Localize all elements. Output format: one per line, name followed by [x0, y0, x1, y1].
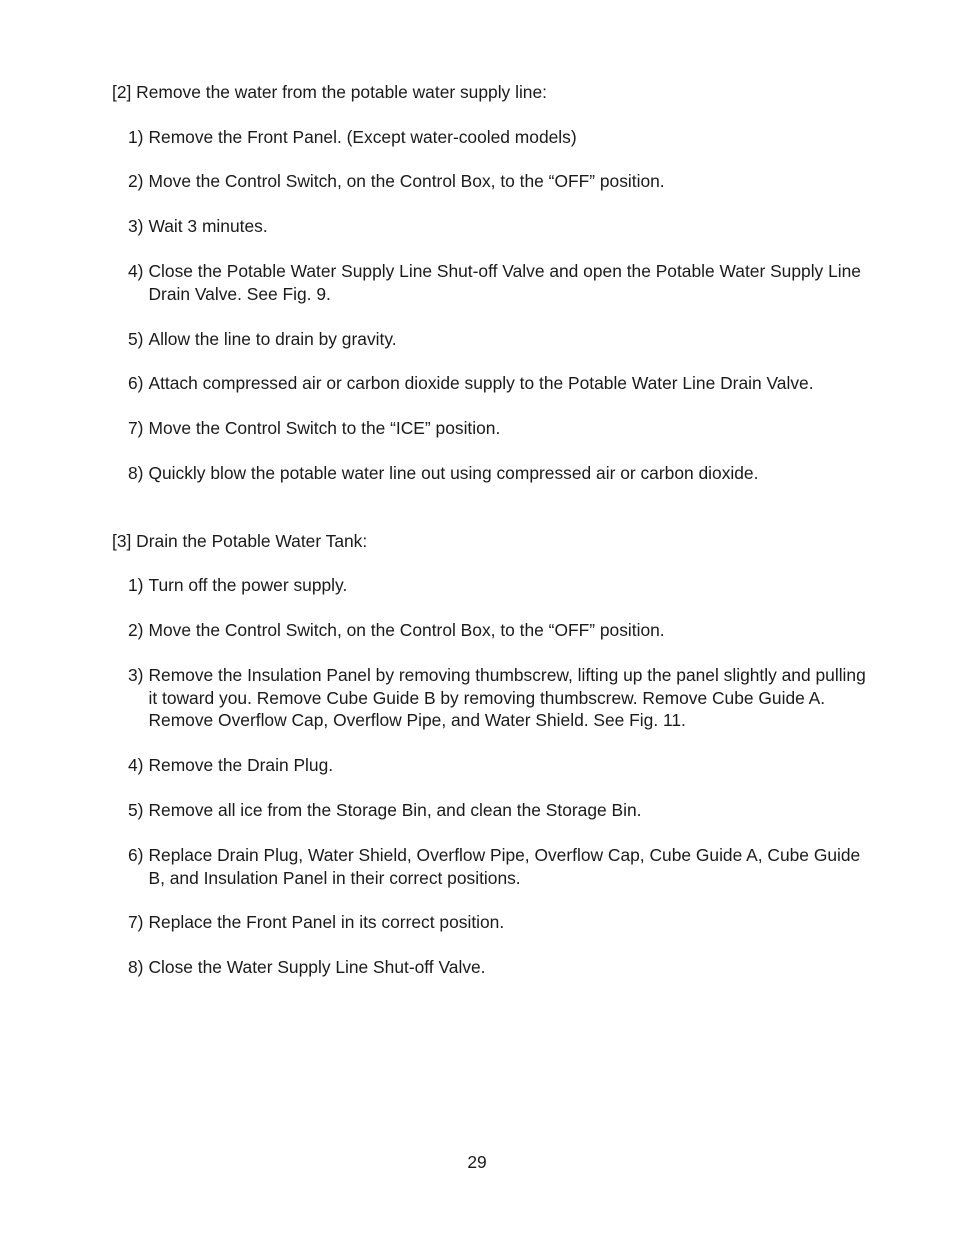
step-3-8 [128, 956, 868, 979]
step-text: Quickly blow the potable water line out using compressed air or carbon dioxide. [148, 463, 759, 483]
step-text: Move the Control Switch, on the Control Box, to the “OFF” position. [148, 171, 665, 191]
step-2-8 [128, 462, 868, 485]
step-number: 7) [128, 912, 144, 932]
step-number: 2) [128, 171, 144, 191]
step-number: 7) [128, 418, 144, 438]
step-number: 5) [128, 329, 144, 349]
step-number: 5) [128, 800, 144, 820]
step-2-2 [128, 170, 868, 193]
step-number: 4) [128, 755, 144, 775]
step-number: 2) [128, 620, 144, 640]
step-number: 1) [128, 127, 144, 147]
step-2-1 [128, 126, 868, 149]
step-text: Move the Control Switch to the “ICE” position. [148, 418, 501, 438]
step-text: Close the Potable Water Supply Line Shut-off Valve and open the Potable Water Supply Line Drain Valve. See Fig. 9. [148, 261, 861, 304]
step-2-3 [128, 215, 868, 238]
step-text: Replace Drain Plug, Water Shield, Overflow Pipe, Overflow Cap, Cube Guide A, Cube Guide B, and Insulation Panel in their correct positions. [148, 845, 861, 888]
step-text: Remove all ice from the Storage Bin, and clean the Storage Bin. [148, 800, 642, 820]
step-text: Allow the line to drain by gravity. [148, 329, 397, 349]
step-text: Remove the Insulation Panel by removing thumbscrew, lifting up the panel slightly and pulling it toward you. Remove Cube Guide B by removing thumbscrew. Remove Cube Guide A. Remove Overflow Cap, Overflow Pipe, and Water Shield. See Fig. 11. [148, 665, 866, 730]
step-3-6 [128, 844, 868, 889]
step-3-3 [128, 664, 868, 732]
step-text: Attach compressed air or carbon dioxide supply to the Potable Water Line Drain Valve. [148, 373, 814, 393]
step-2-4 [128, 260, 868, 305]
step-number: 6) [128, 845, 144, 865]
step-3-2 [128, 619, 868, 642]
step-3-1 [128, 574, 868, 597]
step-number: 3) [128, 665, 144, 685]
step-3-4 [128, 754, 868, 777]
step-2-7 [128, 417, 868, 440]
step-3-7 [128, 911, 868, 934]
step-text: Wait 3 minutes. [148, 216, 268, 236]
step-2-5 [128, 328, 868, 351]
step-number: 4) [128, 261, 144, 281]
step-number: 1) [128, 575, 144, 595]
page-number: 29 [467, 1152, 487, 1172]
step-2-6 [128, 372, 868, 395]
step-text: Turn off the power supply. [148, 575, 348, 595]
step-text: Remove the Drain Plug. [148, 755, 334, 775]
step-number: 8) [128, 463, 144, 483]
step-number: 6) [128, 373, 144, 393]
step-number: 3) [128, 216, 144, 236]
step-text: Move the Control Switch, on the Control Box, to the “OFF” position. [148, 620, 665, 640]
step-3-5 [128, 799, 868, 822]
step-text: Remove the Front Panel. (Except water-cooled models) [148, 127, 577, 147]
step-text: Replace the Front Panel in its correct position. [148, 912, 505, 932]
step-text: Close the Water Supply Line Shut-off Valve. [148, 957, 486, 977]
step-number: 8) [128, 957, 144, 977]
section-heading-2: [2] Remove the water from the potable water supply line: [112, 82, 547, 102]
section-heading-3: [3] Drain the Potable Water Tank: [112, 531, 368, 551]
